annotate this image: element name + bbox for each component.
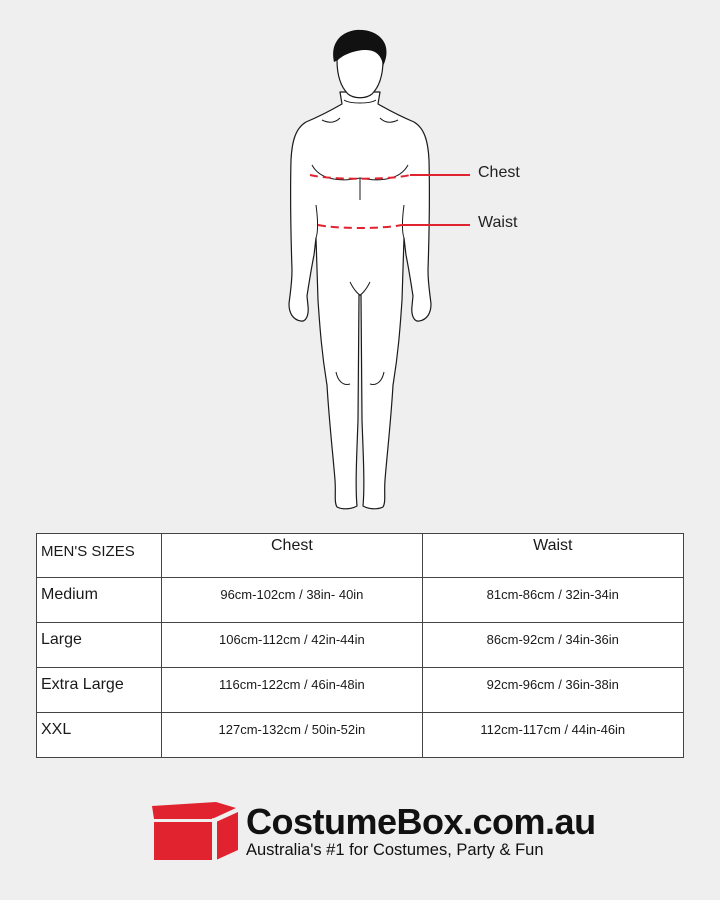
size-name: Large bbox=[37, 623, 162, 668]
table-row bbox=[37, 578, 684, 623]
chest-value: 127cm-132cm / 50in-52in bbox=[162, 713, 422, 758]
waist-value: 112cm-117cm / 44in-46in bbox=[422, 713, 683, 758]
size-name: Medium bbox=[37, 578, 162, 623]
size-chart-table bbox=[36, 533, 684, 758]
chest-value: 96cm-102cm / 38in- 40in bbox=[162, 578, 422, 623]
size-name: Extra Large bbox=[37, 668, 162, 713]
chest-value: 116cm-122cm / 46in-48in bbox=[162, 668, 422, 713]
waist-value: 86cm-92cm / 34in-36in bbox=[422, 623, 683, 668]
waist-label: Waist bbox=[478, 214, 518, 231]
header-waist: Waist bbox=[422, 534, 683, 578]
table-row bbox=[37, 668, 684, 713]
mannequin-outline bbox=[289, 33, 431, 509]
header-chest: Chest bbox=[162, 534, 422, 578]
brand-tagline: Australia's #1 for Costumes, Party & Fun bbox=[246, 841, 544, 859]
size-name: XXL bbox=[37, 713, 162, 758]
box-icon bbox=[150, 800, 242, 862]
waist-value: 81cm-86cm / 32in-34in bbox=[422, 578, 683, 623]
costumebox-logo[interactable] bbox=[150, 800, 596, 870]
brand-name: CostumeBox.com.au bbox=[246, 801, 596, 842]
chest-value: 106cm-112cm / 42in-44in bbox=[162, 623, 422, 668]
chest-label: Chest bbox=[478, 164, 520, 181]
table-row bbox=[37, 623, 684, 668]
waist-value: 92cm-96cm / 36in-38in bbox=[422, 668, 683, 713]
table-header-row bbox=[37, 534, 684, 578]
header-mens-sizes: MEN'S SIZES bbox=[37, 534, 162, 578]
table-row bbox=[37, 713, 684, 758]
